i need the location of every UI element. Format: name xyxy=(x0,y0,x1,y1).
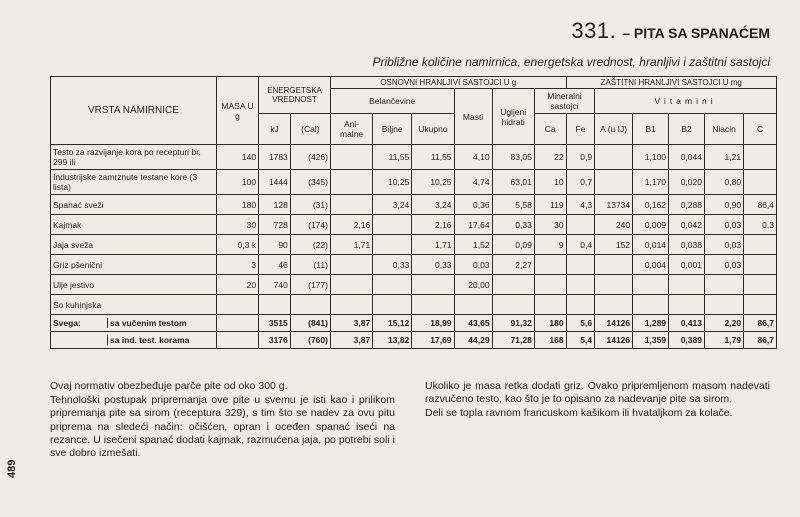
cell-kj: 1444 xyxy=(259,170,291,195)
table-row xyxy=(51,215,777,235)
cell-fat: 0,36 xyxy=(454,195,492,215)
cell-vitamin-c xyxy=(744,145,777,170)
cell-vitamin-a: 13734 xyxy=(595,195,633,215)
cell-cal: (31) xyxy=(290,195,330,215)
cell-vitamin-c: 86,4 xyxy=(744,195,777,215)
cell-cal: (841) xyxy=(290,315,330,332)
cell-b2: 0,413 xyxy=(669,315,705,332)
cell-carbs xyxy=(492,295,534,315)
header-energy: ENERGETSKA VREDNOST xyxy=(259,77,331,114)
cell-b2: 0,038 xyxy=(669,235,705,255)
cell-niacin: 1,79 xyxy=(704,332,743,349)
cell-fat: 44,29 xyxy=(454,332,492,349)
header-carbs: Ugljeni hidrati xyxy=(492,89,534,145)
cell-carbs: 0,09 xyxy=(492,235,534,255)
cell-plant xyxy=(373,215,412,235)
instructions-right-column xyxy=(425,380,770,422)
cell-vitamin-c xyxy=(744,295,777,315)
totals-label-spacer xyxy=(51,335,107,345)
cell-vitamin-c: 0,3 xyxy=(744,215,777,235)
cell-mass: 0,3 k xyxy=(216,235,258,255)
cell-ca: 9 xyxy=(534,235,566,255)
header-cal: (Cal) xyxy=(290,114,330,145)
cell-fe: 5,4 xyxy=(566,332,595,349)
cell-fat: 4,74 xyxy=(454,170,492,195)
cell-vitamin-c xyxy=(744,170,777,195)
table-row xyxy=(51,195,777,215)
cell-b2: 0,389 xyxy=(669,332,705,349)
cell-plant xyxy=(373,235,412,255)
cell-b2 xyxy=(669,295,705,315)
cell-mass: 100 xyxy=(216,170,258,195)
cell-cal: (177) xyxy=(290,275,330,295)
cell-niacin: 0,80 xyxy=(704,170,743,195)
cell-cal xyxy=(290,295,330,315)
header-niacin: Niacin xyxy=(704,114,743,145)
totals-label: Svega: xyxy=(53,318,81,328)
cell-b1: 1,289 xyxy=(633,315,669,332)
table-row xyxy=(51,255,777,275)
cell-name: Ulje jestivo xyxy=(51,275,217,295)
totals-cell-name xyxy=(51,315,217,332)
cell-total: 2,16 xyxy=(412,215,454,235)
cell-niacin: 0,03 xyxy=(704,215,743,235)
cell-mass xyxy=(216,315,258,332)
cell-niacin xyxy=(704,295,743,315)
cell-plant xyxy=(373,295,412,315)
header-vitamin-c: C xyxy=(744,114,777,145)
cell-total xyxy=(412,295,454,315)
cell-plant: 10,25 xyxy=(373,170,412,195)
cell-b2: 0,044 xyxy=(669,145,705,170)
table-subtitle: Približne količine namirnica, energetska vrednost, hranljivi i zaštitni sastojci xyxy=(372,55,770,69)
cell-plant xyxy=(373,275,412,295)
cell-fe xyxy=(566,215,595,235)
cell-total xyxy=(412,275,454,295)
cell-plant: 3,24 xyxy=(373,195,412,215)
header-animal: Ani-malne xyxy=(330,114,372,145)
header-ingredient: VRSTA NAMIRNICE xyxy=(51,77,217,145)
cell-b1: 1,170 xyxy=(633,170,669,195)
table-row xyxy=(51,295,777,315)
cell-name: So kuhinjska xyxy=(51,295,217,315)
cell-carbs: 83,05 xyxy=(492,145,534,170)
cell-kj: 728 xyxy=(259,215,291,235)
header-fat: Masti xyxy=(454,89,492,145)
totals-row xyxy=(51,332,777,349)
header-mass: MASA U g xyxy=(216,77,258,145)
cell-carbs: 71,28 xyxy=(492,332,534,349)
cell-mass: 3 xyxy=(216,255,258,275)
cell-mass: 140 xyxy=(216,145,258,170)
cell-fat: 1,52 xyxy=(454,235,492,255)
recipe-name: – PITA SA SPANAĆEM xyxy=(622,25,770,41)
cell-ca xyxy=(534,255,566,275)
cell-mass xyxy=(216,295,258,315)
cell-name: Jaja sveža xyxy=(51,235,217,255)
cell-vitamin-a: 14126 xyxy=(595,315,633,332)
cell-name: Kajmak xyxy=(51,215,217,235)
cell-b2: 0,288 xyxy=(669,195,705,215)
cell-niacin: 0,03 xyxy=(704,255,743,275)
cell-ca xyxy=(534,295,566,315)
header-b2: B2 xyxy=(669,114,705,145)
cell-plant: 13,82 xyxy=(373,332,412,349)
header-total: Ukupno xyxy=(412,114,454,145)
cell-carbs: 2,27 xyxy=(492,255,534,275)
header-protective-nutrients: ZAŠTITNI HRANLJIVI SASTOJCI U mg xyxy=(566,77,776,89)
cell-total: 17,69 xyxy=(412,332,454,349)
cell-fe xyxy=(566,275,595,295)
cell-b1: 1,100 xyxy=(633,145,669,170)
cell-vitamin-c xyxy=(744,235,777,255)
header-kj: kJ xyxy=(259,114,291,145)
cell-kj: 3515 xyxy=(259,315,291,332)
cell-cal: (345) xyxy=(290,170,330,195)
recipe-number: 331. xyxy=(571,18,617,43)
header-minerals: Mineralni sastojci xyxy=(534,89,594,114)
cell-vitamin-a xyxy=(595,255,633,275)
cell-kj: 1783 xyxy=(259,145,291,170)
header-b1: B1 xyxy=(633,114,669,145)
cell-fe: 0,4 xyxy=(566,235,595,255)
cell-vitamin-a xyxy=(595,145,633,170)
cell-cal: (22) xyxy=(290,235,330,255)
header-proteins: Belančevine xyxy=(330,89,454,114)
cell-carbs xyxy=(492,275,534,295)
cell-fat: 17,64 xyxy=(454,215,492,235)
recipe-title xyxy=(571,18,770,44)
cell-fe xyxy=(566,295,595,315)
cell-animal xyxy=(330,255,372,275)
cell-b1: 1,359 xyxy=(633,332,669,349)
cell-kj: 90 xyxy=(259,235,291,255)
cell-vitamin-c: 86,7 xyxy=(744,332,777,349)
cell-niacin: 2,20 xyxy=(704,315,743,332)
cell-b1: 0,009 xyxy=(633,215,669,235)
cell-ca: 22 xyxy=(534,145,566,170)
cell-animal xyxy=(330,275,372,295)
nutrition-table xyxy=(50,76,777,349)
cell-fat: 4,10 xyxy=(454,145,492,170)
cell-fe: 0,9 xyxy=(566,145,595,170)
cell-b2: 0,001 xyxy=(669,255,705,275)
cell-cal: (11) xyxy=(290,255,330,275)
cell-fe: 0,7 xyxy=(566,170,595,195)
paragraph: Ukoliko je masa retka dodati griz. Ovako pripremljenom masom nadevati razvučeno testo, kao što je to opisano za nadevanje pite sa sirom. xyxy=(425,380,770,406)
cell-name: Industrijske zamrznute testane kore (3 lista) xyxy=(51,170,217,195)
cell-cal: (760) xyxy=(290,332,330,349)
cell-b2: 0,042 xyxy=(669,215,705,235)
table-row xyxy=(51,235,777,255)
cell-cal: (426) xyxy=(290,145,330,170)
cell-b1: 0,004 xyxy=(633,255,669,275)
cell-plant: 0,33 xyxy=(373,255,412,275)
cell-ca: 119 xyxy=(534,195,566,215)
header-vitamin-a: A (u IJ) xyxy=(595,114,633,145)
header-vitamins: Vitamini xyxy=(595,89,777,114)
table-row xyxy=(51,170,777,195)
cell-niacin: 1,21 xyxy=(704,145,743,170)
paragraph: Ovaj normativ obezbeđuje parče pite od oko 300 g. xyxy=(50,380,288,392)
cell-carbs: 0,33 xyxy=(492,215,534,235)
cell-vitamin-c: 86,7 xyxy=(744,315,777,332)
cell-total: 18,99 xyxy=(412,315,454,332)
paragraph: Deli se topla ravnom francuskom kašikom ili hvataljkom za kolače. xyxy=(425,407,733,420)
cell-b1: 0,014 xyxy=(633,235,669,255)
cell-niacin: 0,90 xyxy=(704,195,743,215)
cell-vitamin-a xyxy=(595,275,633,295)
page-number: 489 xyxy=(6,459,18,478)
cell-niacin xyxy=(704,275,743,295)
cell-fe: 4,3 xyxy=(566,195,595,215)
cell-animal: 3,87 xyxy=(330,332,372,349)
cell-animal: 2,16 xyxy=(330,215,372,235)
cell-total: 1,71 xyxy=(412,235,454,255)
cell-b1: 0,162 xyxy=(633,195,669,215)
cell-name: Spanać sveži xyxy=(51,195,217,215)
cell-kj: 3176 xyxy=(259,332,291,349)
cell-b2: 0,020 xyxy=(669,170,705,195)
cell-vitamin-a: 14126 xyxy=(595,332,633,349)
header-ca: Ca xyxy=(534,114,566,145)
cell-fat: 43,65 xyxy=(454,315,492,332)
cell-carbs: 5,58 xyxy=(492,195,534,215)
cell-mass: 20 xyxy=(216,275,258,295)
cell-fat: 20,00 xyxy=(454,275,492,295)
cell-b1 xyxy=(633,275,669,295)
cell-name: Testo za razvijanje kora po recepturi br. 299 ili xyxy=(51,145,217,170)
cell-total: 0,33 xyxy=(412,255,454,275)
header-fe: Fe xyxy=(566,114,595,145)
cell-animal: 3,87 xyxy=(330,315,372,332)
cell-plant: 11,55 xyxy=(373,145,412,170)
cell-kj: 740 xyxy=(259,275,291,295)
header-plant: Biljne xyxy=(373,114,412,145)
header-basic-nutrients: OSNOVNI HRANLJIVI SASTOJCI U g xyxy=(330,77,566,89)
cell-total: 3,24 xyxy=(412,195,454,215)
cell-animal xyxy=(330,145,372,170)
cell-carbs: 91,32 xyxy=(492,315,534,332)
cell-kj: 46 xyxy=(259,255,291,275)
cell-cal: (174) xyxy=(290,215,330,235)
cell-kj xyxy=(259,295,291,315)
cell-fe: 5,6 xyxy=(566,315,595,332)
totals-row xyxy=(51,315,777,332)
cell-animal xyxy=(330,170,372,195)
cell-ca: 10 xyxy=(534,170,566,195)
cell-total: 11,55 xyxy=(412,145,454,170)
cell-b2 xyxy=(669,275,705,295)
cell-animal: 1,71 xyxy=(330,235,372,255)
cell-fat: 0,03 xyxy=(454,255,492,275)
cell-ca: 168 xyxy=(534,332,566,349)
cell-total: 10,25 xyxy=(412,170,454,195)
cell-mass: 180 xyxy=(216,195,258,215)
cell-vitamin-a xyxy=(595,295,633,315)
cell-mass xyxy=(216,332,258,349)
cell-mass: 30 xyxy=(216,215,258,235)
table-row xyxy=(51,275,777,295)
cell-ca: 180 xyxy=(534,315,566,332)
cell-vitamin-c xyxy=(744,275,777,295)
cell-vitamin-a: 152 xyxy=(595,235,633,255)
table-row xyxy=(51,145,777,170)
totals-cell-name xyxy=(51,332,217,349)
totals-variant-name: sa vučenim testom xyxy=(107,318,189,328)
cell-name: Griz pšenični xyxy=(51,255,217,275)
cell-ca xyxy=(534,275,566,295)
cell-carbs: 63,01 xyxy=(492,170,534,195)
cell-fat xyxy=(454,295,492,315)
instructions-left-column xyxy=(50,380,395,461)
cell-animal xyxy=(330,195,372,215)
cell-b1 xyxy=(633,295,669,315)
cell-vitamin-a: 240 xyxy=(595,215,633,235)
cell-vitamin-c xyxy=(744,255,777,275)
paragraph: Tehnološki postupak pripremanja ove pite u svemu je isti kao i prilikom pripremanja pite sa sirom (receptura 329), s tim što se nadev za ovu pitu priprema na sledeći način: očišćen, opran i oceđen spanać iseći na rezance. U isečeni spanać dodati kajmak, razmućena jaja, po potrebi soli i sve dobro izmešati. xyxy=(50,394,395,460)
totals-variant-name: sa ind. test. korama xyxy=(107,335,191,345)
cell-animal xyxy=(330,295,372,315)
cell-plant: 15,12 xyxy=(373,315,412,332)
cell-vitamin-a xyxy=(595,170,633,195)
cell-fe xyxy=(566,255,595,275)
cell-niacin: 0,03 xyxy=(704,235,743,255)
cell-ca: 30 xyxy=(534,215,566,235)
cell-kj: 128 xyxy=(259,195,291,215)
